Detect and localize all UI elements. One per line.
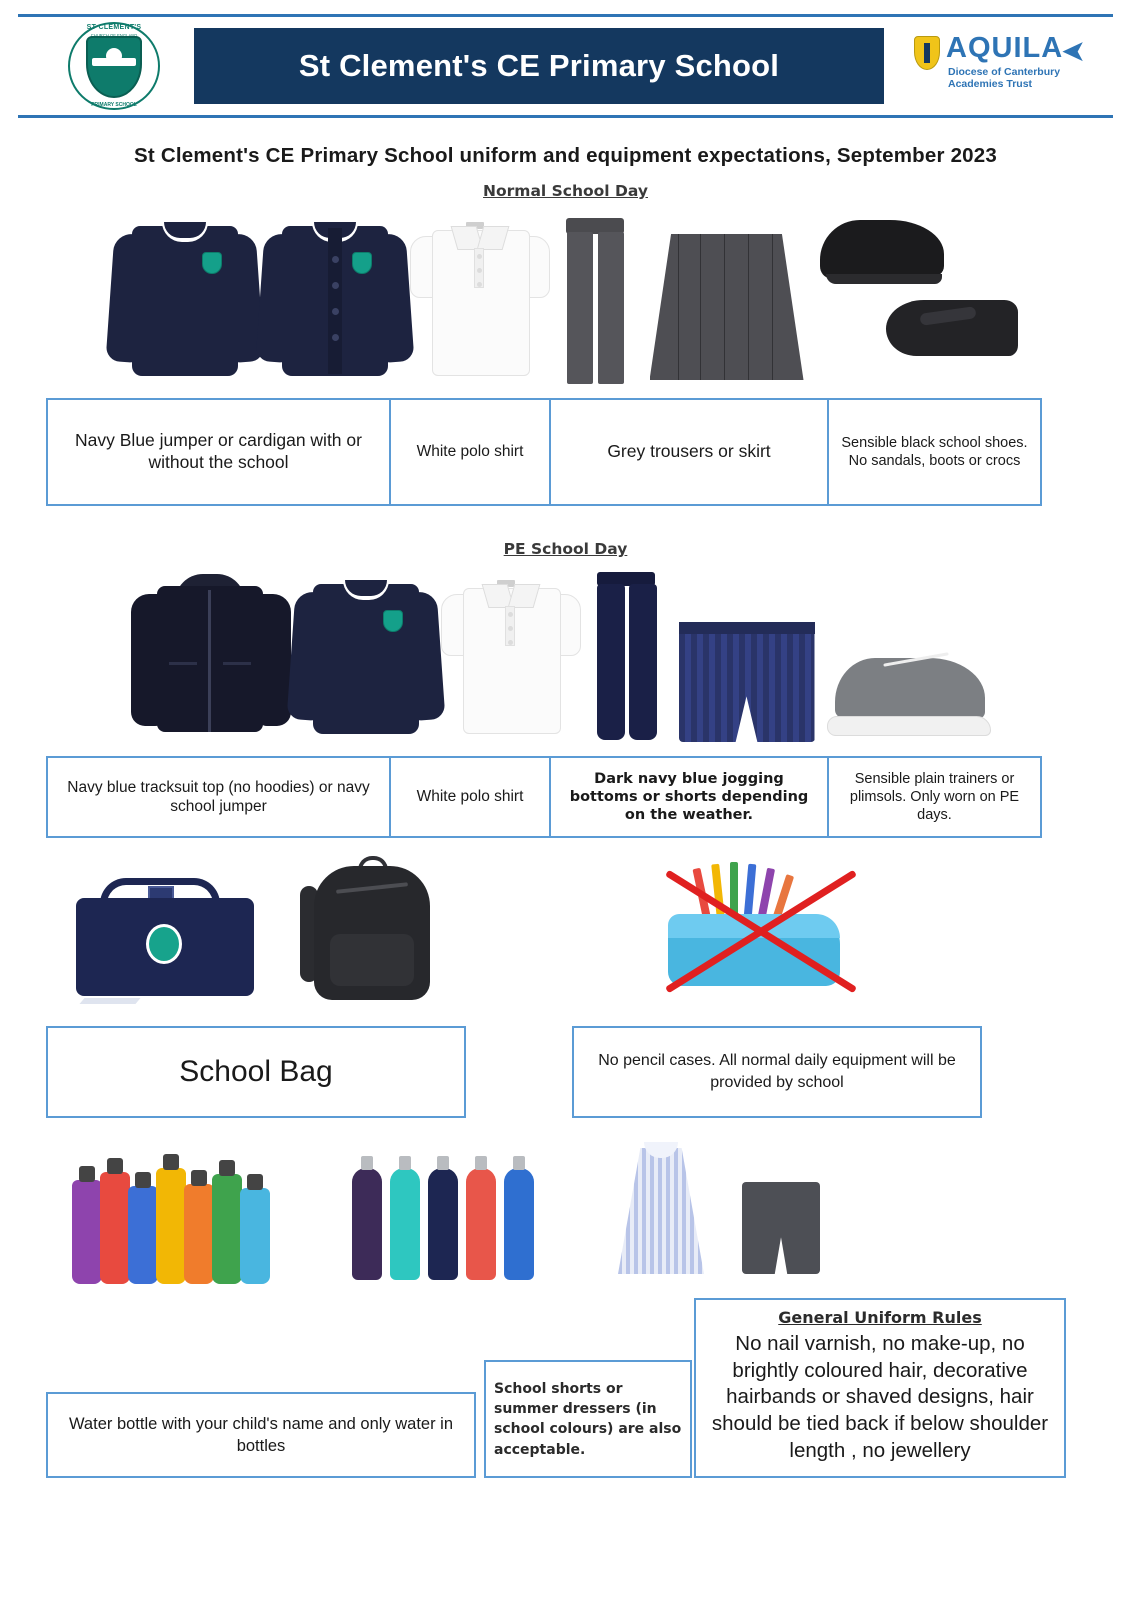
image-grey-trousers xyxy=(550,212,642,388)
trust-line-1: Diocese of Canterbury xyxy=(948,66,1061,78)
bottom-captions xyxy=(46,1298,1085,1478)
section-heading-pe-day: PE School Day xyxy=(503,540,628,558)
water-bottle-caption-wrap xyxy=(46,1392,476,1478)
caption-trousers-skirt: Grey trousers or skirt xyxy=(549,398,829,506)
caption-no-pencil-cases: No pencil cases. All normal daily equipment will be provided by school xyxy=(572,1026,982,1118)
rules-text: No nail varnish, no make-up, no brightly coloured hair, decorative hairbands or shaved designs, hair should be tied back if below shoulder length , no jewellery xyxy=(711,1332,1049,1462)
crest-top-text: ST CLEMENT'S xyxy=(86,24,142,31)
bags-captions xyxy=(46,1026,1085,1118)
caption-jumper: Navy Blue jumper or cardigan with or without the school xyxy=(46,398,391,506)
page-header xyxy=(18,14,1113,118)
image-polo-shirt xyxy=(410,208,550,388)
bags-image-row xyxy=(0,852,1131,1012)
image-pe-polo-shirt xyxy=(441,566,581,746)
image-trainers xyxy=(821,606,1001,746)
image-tracksuit-top xyxy=(131,566,291,746)
trust-line-2: Academies Trust xyxy=(948,78,1033,90)
page-title: St Clement's CE Primary School uniform and equipment expectations, September 2023 xyxy=(134,144,997,167)
rules-title: General Uniform Rules xyxy=(778,1308,982,1327)
rules-wrap xyxy=(694,1298,1064,1478)
caption-summer-uniform: School shorts or summer dressers (in school colours) are also acceptable. xyxy=(484,1360,692,1478)
caption-school-bag: School Bag xyxy=(46,1026,466,1118)
image-plastic-water-bottles xyxy=(70,1134,300,1284)
image-school-shorts xyxy=(736,1174,826,1284)
image-navy-jumper xyxy=(291,566,441,746)
image-metal-water-bottles xyxy=(346,1134,546,1284)
crest-badge-icon xyxy=(383,610,403,632)
crest-badge-icon xyxy=(202,252,222,274)
crest-badge-icon xyxy=(352,252,372,274)
pe-day-image-row xyxy=(0,566,1131,746)
image-pe-shorts xyxy=(673,618,821,746)
caption-polo: White polo shirt xyxy=(389,398,551,506)
summer-caption-wrap xyxy=(484,1360,684,1478)
crest-bottom-text: PRIMARY SCHOOL xyxy=(91,102,137,108)
image-pencil-case-prohibited xyxy=(646,862,876,1012)
general-uniform-rules-box xyxy=(694,1298,1066,1478)
image-jumper xyxy=(110,208,260,388)
aquila-shield-icon xyxy=(914,36,940,70)
pe-day-captions xyxy=(46,756,1085,838)
image-backpack xyxy=(296,852,446,1012)
image-summer-dress xyxy=(606,1134,716,1284)
school-name: St Clement's CE Primary School xyxy=(298,48,780,83)
normal-day-captions xyxy=(46,398,1085,506)
image-grey-skirt xyxy=(642,228,812,388)
bird-icon: ➤ xyxy=(1060,35,1086,68)
school-crest-icon xyxy=(62,18,166,114)
image-black-school-shoes xyxy=(812,208,1022,388)
aquila-trust-logo xyxy=(910,26,1090,106)
image-jogging-bottoms xyxy=(581,568,673,746)
caption-trainers: Sensible plain trainers or plimsols. Only worn on PE days. xyxy=(827,756,1042,838)
caption-water-bottle: Water bottle with your child's name and only water in bottles xyxy=(46,1392,476,1478)
image-cardigan xyxy=(260,208,410,388)
caption-tracksuit: Navy blue tracksuit top (no hoodies) or navy school jumper xyxy=(46,756,391,838)
trust-name: AQUILA xyxy=(946,32,1064,64)
normal-day-image-row xyxy=(0,208,1131,388)
section-heading-normal-day: Normal School Day xyxy=(483,182,648,200)
caption-shoes: Sensible black school shoes. No sandals, boots or crocs xyxy=(827,398,1042,506)
image-book-bag xyxy=(70,872,260,1012)
caption-pe-polo: White polo shirt xyxy=(389,756,551,838)
school-title-banner xyxy=(194,28,884,104)
caption-jogging-bottoms: Dark navy blue jogging bottoms or shorts depending on the weather. xyxy=(549,756,829,838)
bottom-image-row xyxy=(0,1134,1131,1284)
